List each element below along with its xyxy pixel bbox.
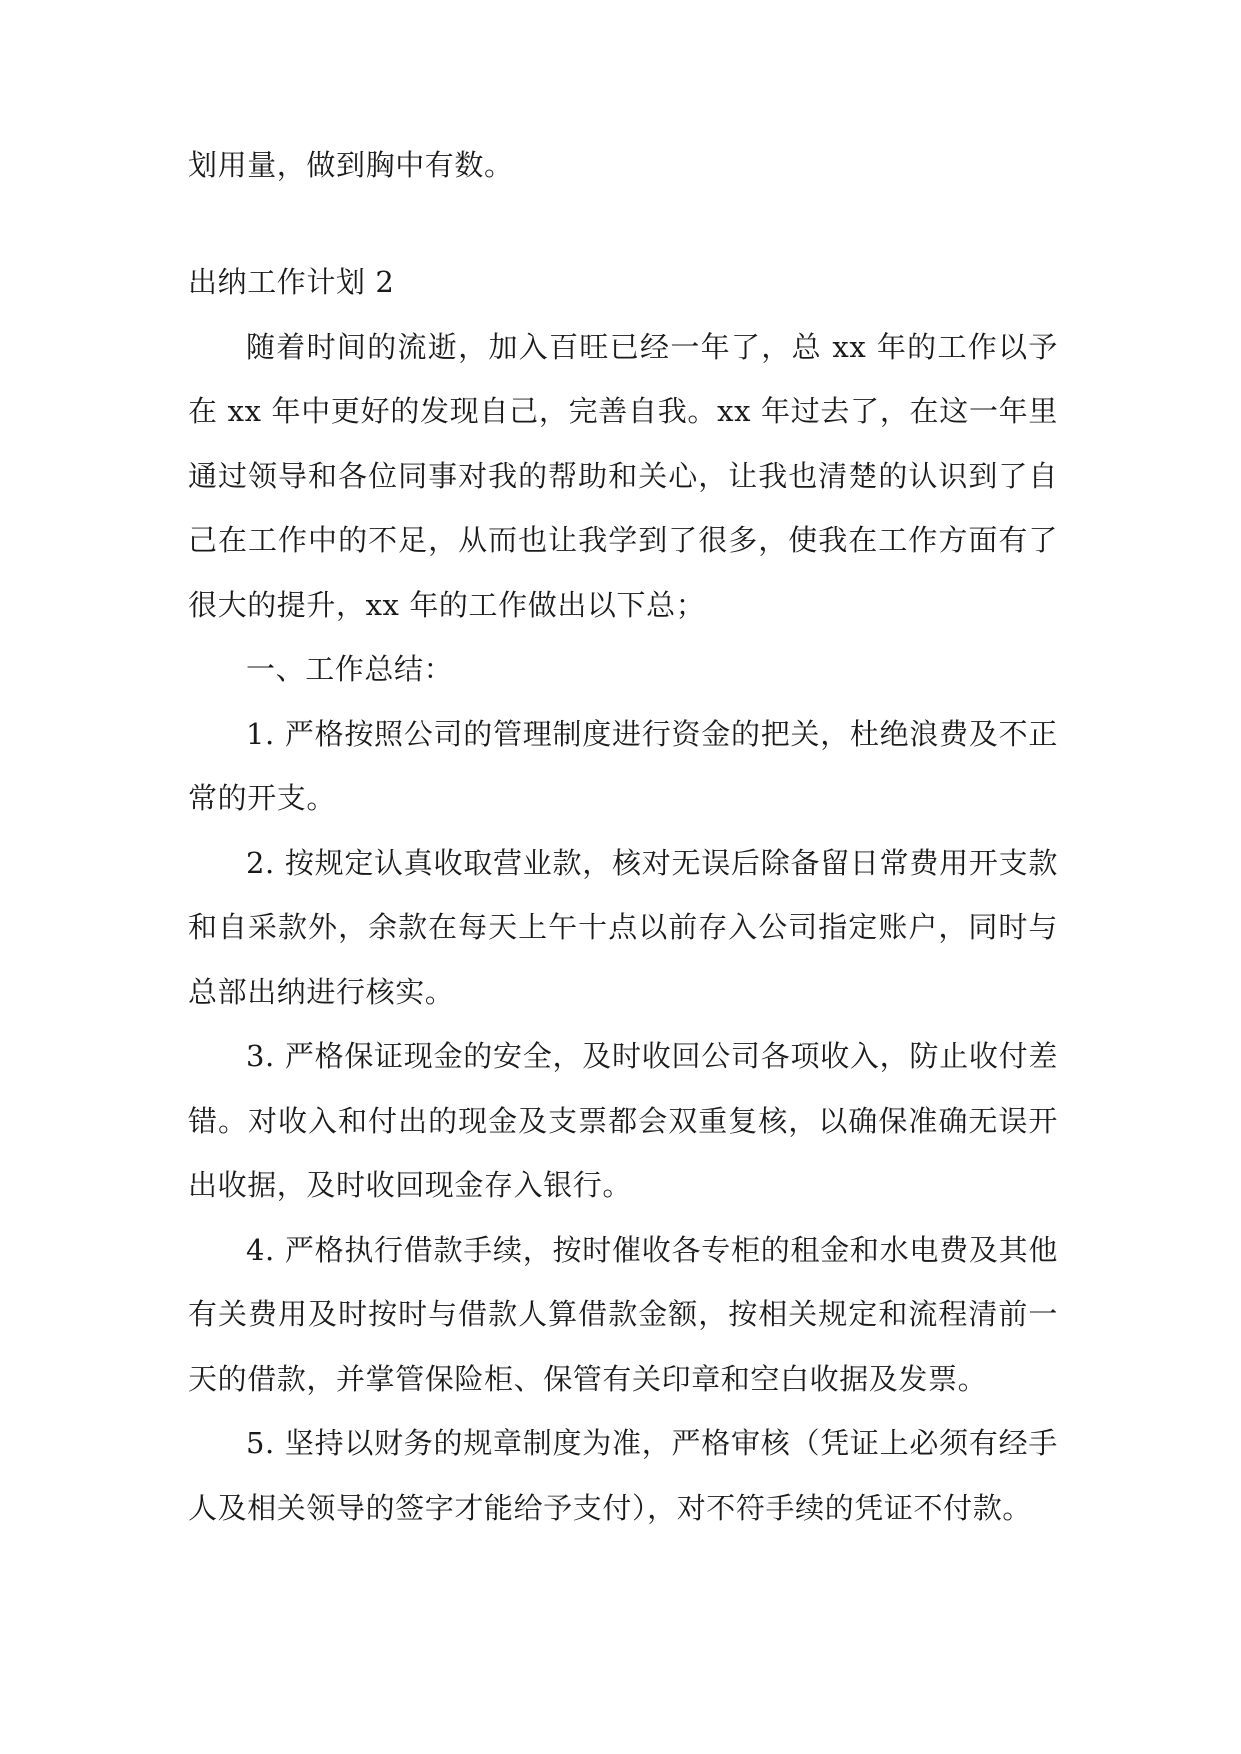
- summary-heading: 一、工作总结：: [246, 652, 454, 686]
- continuation-paragraph: 划用量，做到胸中有数。: [188, 148, 514, 182]
- list-item: 4. 严格执行借款手续，按时催收各专柜的租金和水电费及其他有关费用及时按时与借款人算借款金额，按相关规定和流程清前一天的借款，并掌管保险柜、保管有关印章和空白收据及发票。: [188, 1232, 1058, 1396]
- list-item: 2. 按规定认真收取营业款，核对无误后除备留日常费用开支款和自采款外，余款在每天上午十点以前存入公司指定账户，同时与总部出纳进行核实。: [188, 845, 1058, 1009]
- list-item: 3. 严格保证现金的安全，及时收回公司各项收入，防止收付差错。对收入和付出的现金及支票都会双重复核，以确保准确无误开出收据，及时收回现金存入银行。: [188, 1039, 1058, 1202]
- intro-paragraph: 随着时间的流逝，加入百旺已经一年了，总 xx 年的工作以予在 xx 年中更好的发现自己，完善自我。xx 年过去了，在这一年里通过领导和各位同事对我的帮助和关心，让我也清楚的认识到了自己在工作中的不足，从而也让我学到了很多，使我在工作方面有了很大的提升，xx 年的工作做出以下总；: [188, 329, 1058, 622]
- section-text-block: [188, 250, 1058, 1540]
- list-item: 5. 坚持以财务的规章制度为准，严格审核（凭证上必须有经手人及相关领导的签字才能给予支付），对不符手续的凭证不付款。: [188, 1426, 1058, 1525]
- continuation-text-block: [188, 133, 1058, 198]
- list-item: 1. 严格按照公司的管理制度进行资金的把关，杜绝浪费及不正常的开支。: [188, 716, 1058, 815]
- section-title: 出纳工作计划 2: [188, 265, 395, 299]
